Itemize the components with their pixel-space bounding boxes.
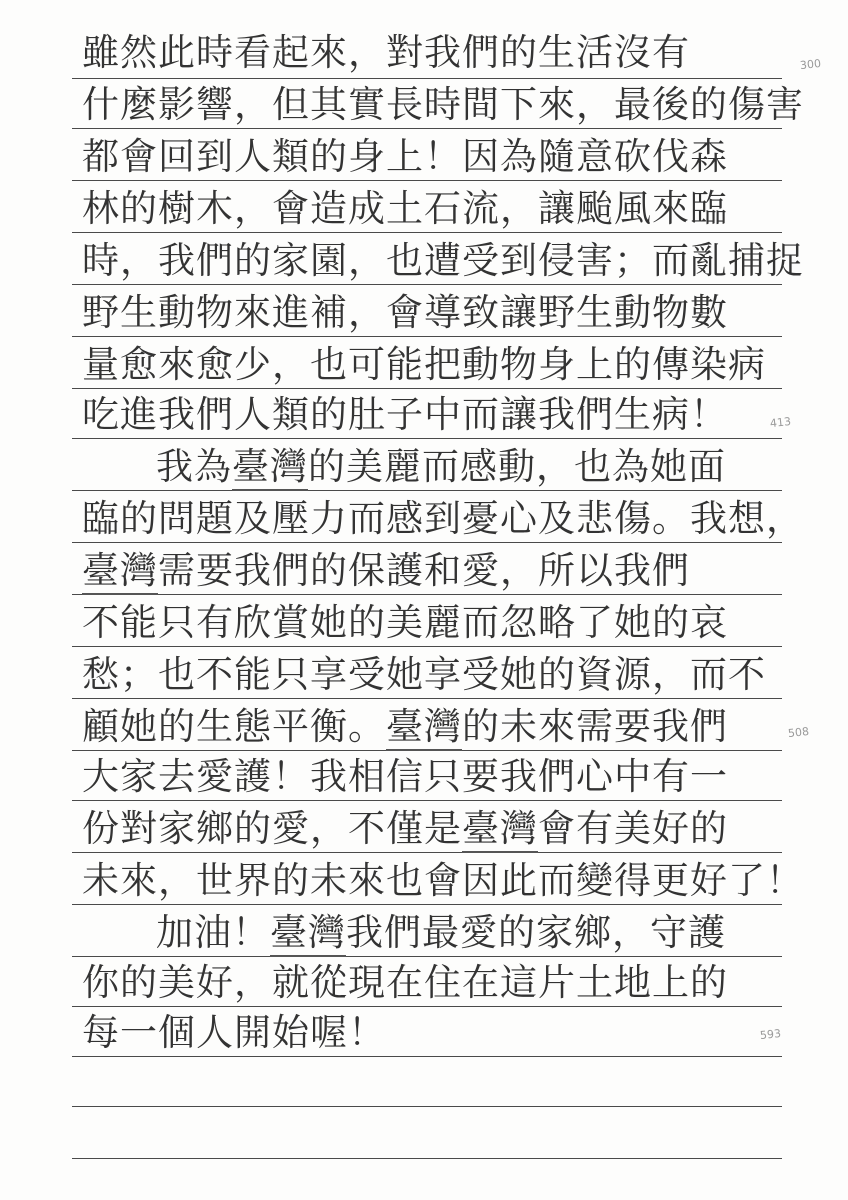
essay-line-6: 野生動物來進補，會導致讓野生動物數 [82, 291, 728, 334]
essay-line-12: 不能只有欣賞她的美麗而忽略了她的哀 [82, 601, 728, 644]
ruled-line [72, 904, 782, 905]
underlined-taiwan: 臺灣 [386, 705, 462, 751]
word-count-508: 508 [787, 724, 810, 741]
ruled-line [72, 1056, 782, 1057]
essay-line-5: 時，我們的家園，也遭受到侵害；而亂捕捉 [82, 239, 804, 282]
word-count-593: 593 [759, 1026, 782, 1043]
essay-line-3: 都會回到人類的身上！因為隨意砍伐森 [82, 135, 728, 178]
essay-line-1: 雖然此時看起來，對我們的生活沒有 [82, 31, 690, 74]
essay-line-4: 林的樹木，會造成土石流，讓颱風來臨 [82, 187, 728, 230]
ruled-line [72, 438, 782, 439]
ruled-line [72, 646, 782, 647]
essay-line-9: 我為臺灣的美麗而感動，也為她面 [82, 444, 772, 490]
ruled-line [72, 490, 782, 491]
essay-line-14: 顧她的生態平衡。臺灣的未來需要我們 [82, 704, 772, 750]
ruled-line [72, 1006, 782, 1007]
essay-line-11: 臺灣需要我們的保護和愛，所以我們 [82, 548, 772, 594]
essay-line-19: 你的美好，就從現在住在這片土地上的 [82, 961, 728, 1004]
essay-line-18: 加油！臺灣我們最愛的家鄉，守護 [82, 910, 772, 956]
ruled-line [72, 232, 782, 233]
ruled-line [72, 594, 782, 595]
underlined-taiwan: 臺灣 [232, 445, 308, 491]
ruled-line [72, 1158, 782, 1159]
underlined-taiwan: 臺灣 [462, 807, 538, 853]
essay-line-8: 吃進我們人類的肚子中而讓我們生病！ [82, 393, 728, 436]
ruled-line [72, 78, 782, 79]
underlined-taiwan: 臺灣 [82, 549, 158, 595]
essay-line-15: 大家去愛護！我相信只要我們心中有一 [82, 755, 728, 798]
essay-line-16: 份對家鄉的愛，不僅是臺灣會有美好的 [82, 806, 772, 852]
word-count-300: 300 [799, 56, 822, 73]
essay-line-7: 量愈來愈少，也可能把動物身上的傳染病 [82, 343, 766, 386]
essay-line-10: 臨的問題及壓力而感到憂心及悲傷。我想， [82, 497, 804, 540]
underlined-taiwan: 臺灣 [270, 911, 346, 957]
word-count-413: 413 [769, 414, 792, 431]
ruled-line [72, 542, 782, 543]
ruled-line [72, 180, 782, 181]
ruled-line [72, 852, 782, 853]
ruled-line [72, 698, 782, 699]
ruled-line [72, 800, 782, 801]
essay-line-17: 未來，世界的未來也會因此而變得更好了！ [82, 859, 804, 902]
ruled-line [72, 284, 782, 285]
ruled-line [72, 128, 782, 129]
ruled-line [72, 388, 782, 389]
ruled-line [72, 1106, 782, 1107]
essay-line-13: 愁；也不能只享受她享受她的資源，而不 [82, 653, 766, 696]
essay-line-20: 每一個人開始喔！ [82, 1011, 386, 1054]
essay-line-2: 什麼影響，但其實長時間下來，最後的傷害 [82, 83, 804, 126]
ruled-line [72, 336, 782, 337]
ruled-line [72, 956, 782, 957]
